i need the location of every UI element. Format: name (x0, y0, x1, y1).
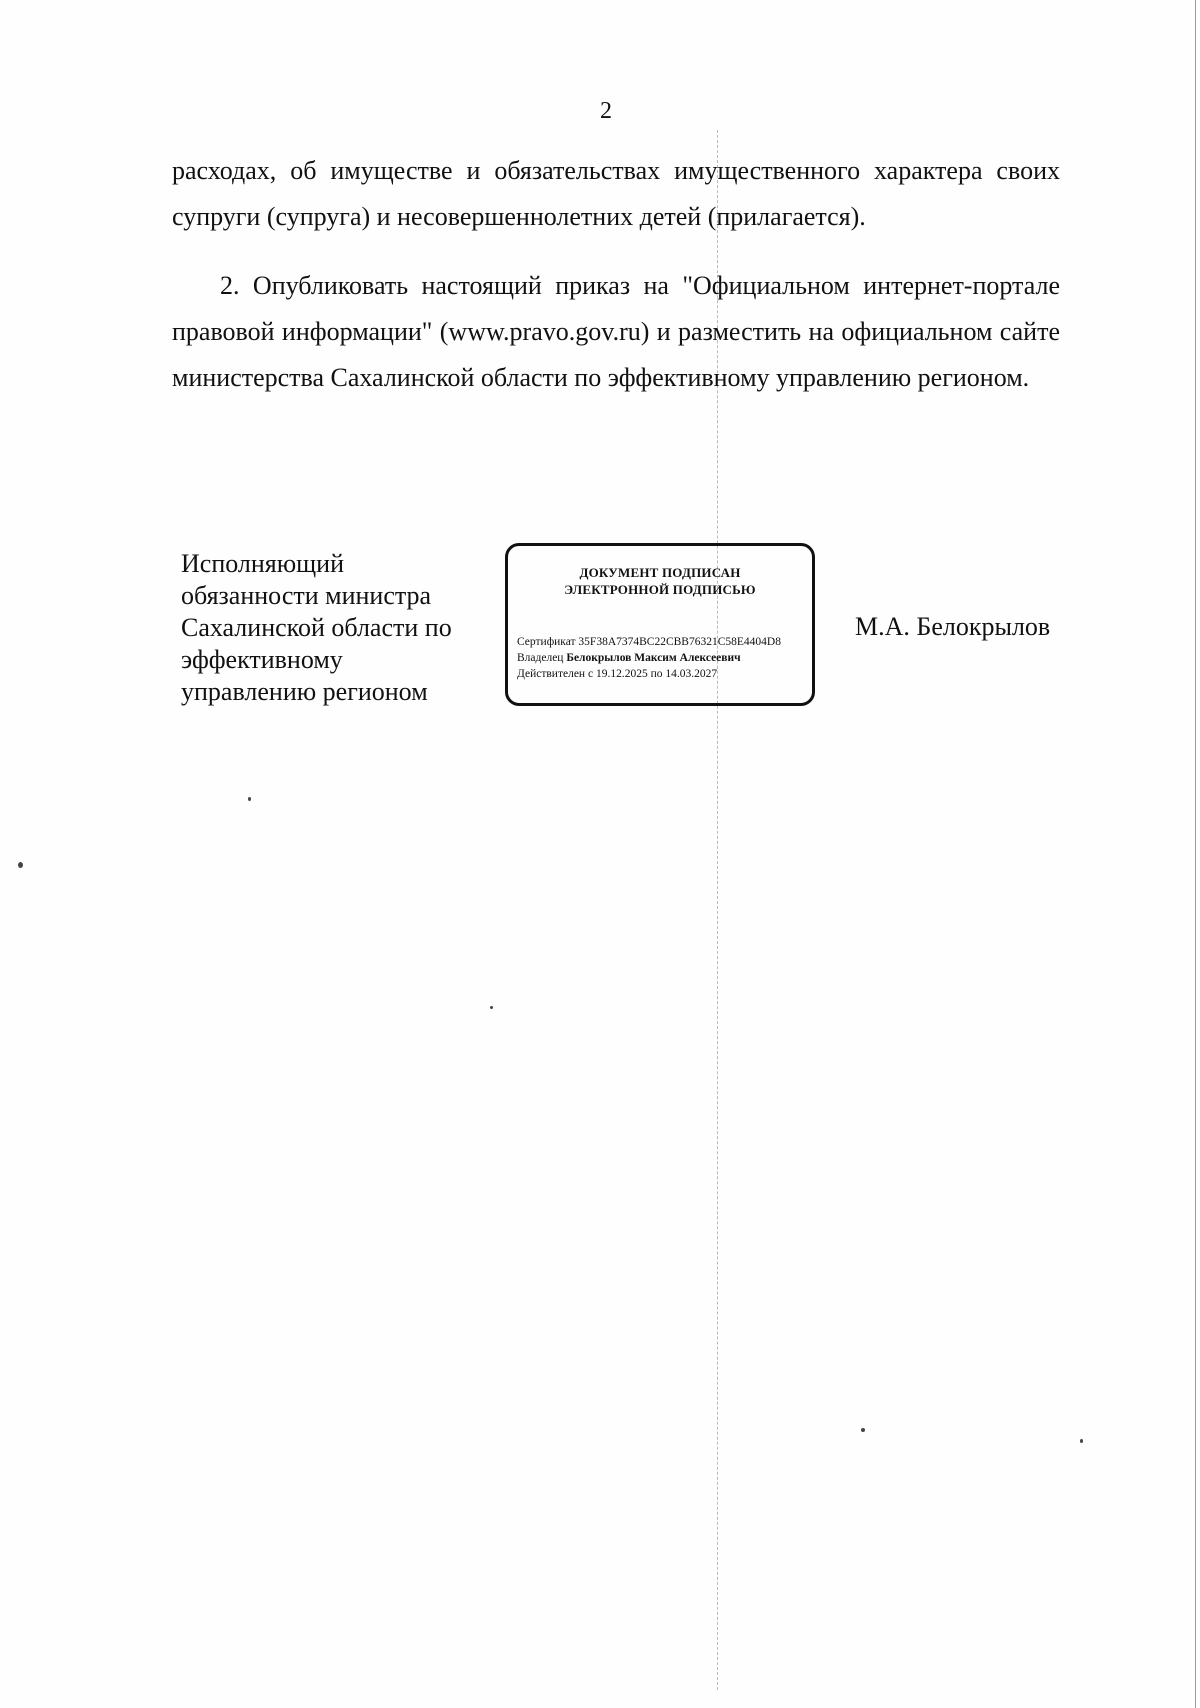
signatory-position-line: Сахалинской области по (181, 613, 452, 642)
scan-speck (18, 862, 23, 868)
signer-name: М.А. Белокрылов (855, 612, 1051, 641)
certificate-label: Сертификат (517, 636, 576, 648)
electronic-signature-stamp (505, 543, 815, 706)
signatory-position-line: обязанности министра (181, 581, 432, 610)
owner-label: Владелец (517, 652, 564, 664)
stamp-heading (508, 564, 812, 598)
stamp-heading-line: ДОКУМЕНТ ПОДПИСАН (579, 565, 741, 580)
scan-speck (248, 797, 251, 801)
paragraph-continuation: расходах, об имуществе и обязательствах имущественного характера своих супруги (супруга) и несовершеннолетних детей (прилагается). (172, 156, 1060, 231)
signatory-position-line: управлению регионом (181, 677, 428, 706)
stamp-certificate-row (517, 634, 806, 650)
page-number: 2 (600, 98, 612, 124)
signatory-position (181, 548, 481, 708)
certificate-value: 35F38A7374BC22CBB76321C58E4404D8 (578, 636, 781, 648)
signatory-position-line: эффективному (181, 645, 343, 674)
stamp-validity-row: Действителен с 19.12.2025 по 14.03.2027 (517, 668, 718, 680)
scan-speck (490, 1006, 493, 1009)
stamp-details (517, 634, 806, 682)
scan-edge (1195, 0, 1196, 1708)
paragraph-publication (172, 263, 1060, 401)
stamp-owner-row (517, 650, 806, 666)
scan-speck (861, 1428, 865, 1432)
paragraph-publication-text: 2. Опубликовать настоящий приказ на "Официальном интернет-портале правовой информации" (www.pravo.gov.ru) и разместить на официальном сайте министерства Сахалинской области по эффективному управлению регионом. (172, 271, 1060, 392)
owner-value: Белокрылов Максим Алексеевич (566, 652, 741, 664)
stamp-heading-line: ЭЛЕКТРОННОЙ ПОДПИСЬЮ (564, 582, 756, 597)
scan-speck (1080, 1439, 1083, 1443)
signatory-position-line: Исполняющий (181, 549, 345, 578)
